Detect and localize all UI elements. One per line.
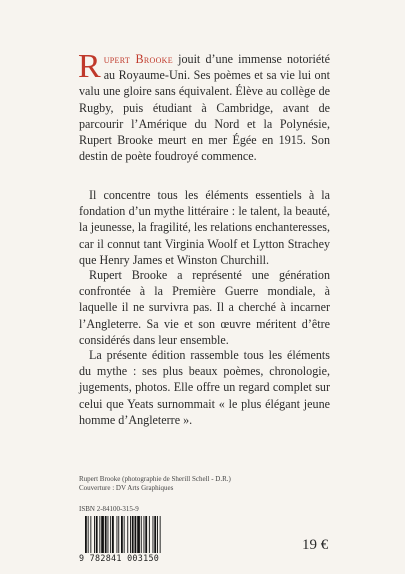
paragraph-intro-text: jouit d’une immense notoriété au Royaume-Uni. Ses poèmes et sa vie lui ont valu une gloire sans équivalent. Élève au collège de Rugby, puis étudiant à Cambridge, avant de parcourir l’Amérique du Nord et la Polynésie, Rupert Brooke meurt en mer Égée en 1915. Son destin de poète foudroyé commence. [79, 52, 330, 164]
credit-cover: Couverture : DV Arts Graphiques [79, 484, 174, 492]
dropcap-letter: R [78, 48, 101, 85]
barcode-bar [112, 516, 114, 556]
barcode-bars [83, 516, 183, 556]
barcode-bar [124, 516, 125, 556]
barcode-bar [101, 516, 104, 556]
barcode-bar [121, 516, 123, 556]
barcode-bar [149, 516, 150, 556]
barcode-bar [117, 516, 118, 556]
paragraph-myth: Il concentre tous les éléments essentiels à la fondation d’un mythe littéraire : le talent, la beauté, la jeunesse, la fragilité, les relations enchanteresses, car il connut tant Virginia Woolf et Lytton Strachey que Henry James et Winston Churchill. [79, 188, 330, 267]
barcode-bar [127, 516, 128, 556]
barcode-bar [135, 516, 137, 556]
credit-photo: Rupert Brooke (photographie de Sherill Schell - D.R.) [79, 475, 231, 483]
photo-credits [79, 475, 231, 493]
barcode-bar [154, 516, 156, 556]
isbn-number: ISBN 2-84100-315-9 [79, 505, 139, 513]
barcode-bar [130, 516, 131, 556]
barcode-bar [105, 516, 107, 556]
price: 19 € [302, 537, 329, 553]
barcode-bar [94, 516, 95, 556]
barcode-bar [157, 516, 158, 556]
barcode [79, 516, 183, 562]
barcode-bar [160, 516, 161, 556]
barcode-bar [137, 516, 140, 556]
barcode-bar [108, 516, 109, 556]
barcode-bar [141, 516, 142, 556]
barcode-bar [153, 516, 154, 556]
barcode-bar [132, 516, 134, 556]
barcode-bar [85, 516, 87, 556]
barcode-bar [145, 516, 147, 556]
barcode-bar [110, 516, 111, 556]
paragraph-edition: La présente édition rassemble tous les éléments du mythe : ses plus beaux poèmes, chronologie, jugements, photos. Elle offre un regard complet sur celui que Yeats surnommait « le plus élégant jeune homme d’Angleterre ». [79, 348, 330, 427]
barcode-bar [99, 516, 100, 556]
barcode-bar [96, 516, 98, 556]
barcode-bar [144, 516, 145, 556]
author-name-smallcaps: upert Brooke [103, 52, 173, 66]
barcode-bar [90, 516, 91, 556]
barcode-bar [118, 516, 119, 556]
barcode-digits: 9 782841 003150 [79, 553, 183, 563]
barcode-bar [88, 516, 89, 556]
paragraph-intro [78, 48, 330, 164]
paragraph-generation: Rupert Brooke a représenté une génération confrontée à la Première Guerre mondiale, à laquelle il ne survivra pas. Il a cherché à incarner l’Angleterre. Sa vie et son œuvre méritent d’être considérés dans leur ensemble. [79, 268, 330, 347]
